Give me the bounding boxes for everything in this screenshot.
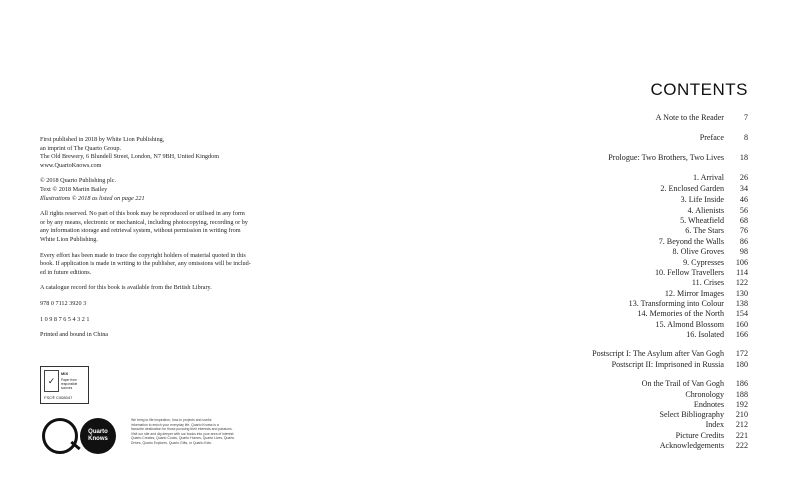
copyright-line: Illustrations © 2018 as listed on page 221 [40, 194, 145, 202]
toc-entry-title: Picture Credits [675, 431, 724, 440]
toc-entry [612, 360, 748, 369]
toc-entry-page: 130 [735, 289, 748, 298]
toc-entry-page: 172 [735, 349, 748, 358]
toc-entry-page: 114 [736, 268, 748, 277]
publisher-line: The Old Brewery, 6 Blundell Street, London, N7 9BH, United Kingdom [40, 153, 220, 161]
toc-entry [629, 299, 748, 308]
copyright-line: Text © 2018 Martin Bailey [40, 185, 108, 193]
toc-entry [659, 237, 748, 246]
toc-entry-title: Postscript I: The Asylum after Van Gogh [592, 349, 724, 358]
toc-entry-page: 122 [735, 278, 748, 287]
publisher-website: www.QuartoKnows.com [40, 161, 102, 169]
toc-entry-title: 10. Fellow Travellers [654, 268, 724, 277]
toc-entry-title: 5. Wheatfield [680, 216, 724, 225]
toc-entry-page: 18 [739, 153, 748, 162]
toc-entry [659, 410, 748, 419]
toc-entry-title: Select Bibliography [659, 410, 724, 419]
publisher-info [40, 136, 280, 170]
fsc-logo [40, 366, 89, 404]
fsc-code: FSC® C008047 [44, 395, 73, 400]
toc-entry-page: 56 [739, 206, 748, 215]
toc-entry-page: 180 [735, 360, 748, 369]
toc-entry [693, 173, 748, 182]
logo-word-knows: Knows [88, 436, 108, 442]
toc-entry [608, 153, 748, 162]
rights-line: White Lion Publishing. [40, 235, 98, 243]
rights-line: any information storage and retrieval system, without permission in writing from [40, 227, 241, 235]
toc-entry-page: 8 [743, 133, 748, 142]
toc-entry-title: Acknowledgements [659, 441, 724, 450]
toc-entry-title: Chronology [685, 390, 724, 399]
blurb-line: Quarto Creates, Quarto Cooks, Quarto Homes, Quarto Lives, Quarto [131, 436, 235, 441]
toc-entry [700, 133, 748, 142]
copyright-info [40, 177, 280, 203]
toc-entry-title: A Note to the Reader [655, 113, 724, 122]
toc-entry [692, 278, 748, 287]
toc-entry-page: 192 [735, 400, 748, 409]
toc-entry-title: 8. Olive Groves [672, 247, 724, 256]
toc-entry-page: 188 [735, 390, 748, 399]
blurb-line: favourite destination for those pursuing their interests and passions. [131, 427, 233, 432]
toc-entry [592, 349, 748, 358]
toc-entry-page: 138 [735, 299, 748, 308]
effort-line: Every effort has been made to trace the copyright holders of material quoted in this [40, 251, 246, 259]
catalogue-note: A catalogue record for this book is available from the British Library. [40, 284, 212, 292]
effort-line: book. If application is made in writing to the publisher, any omissions will be includ- [40, 260, 251, 268]
toc-entry [706, 420, 748, 429]
toc-entry-title: 15. Almond Blossom [655, 320, 724, 329]
rights-notice [40, 210, 280, 244]
toc-entry-page: 7 [743, 113, 748, 122]
blurb-line: information to enrich your everyday life. Quarto Knows is a [131, 422, 219, 427]
publisher-line: an imprint of The Quarto Group. [40, 144, 121, 152]
toc-entry-title: 6. The Stars [685, 226, 724, 235]
contents-heading: CONTENTS [650, 80, 748, 99]
toc-entry-title: On the Trail of Van Gogh [641, 379, 724, 388]
toc-entry-title: 11. Crises [691, 278, 724, 287]
printed-in: Printed and bound in China [40, 331, 109, 339]
logo-word-quarto: Quarto [88, 429, 108, 435]
toc-entry [660, 441, 748, 450]
toc-entry-page: 34 [739, 184, 748, 193]
toc-entry-page: 210 [735, 410, 748, 419]
toc-entry-page: 98 [739, 247, 748, 256]
toc-entry-page: 106 [735, 258, 748, 267]
toc-entry [660, 184, 748, 193]
toc-entry-title: Index [705, 420, 724, 429]
toc-entry [642, 379, 748, 388]
toc-entry-title: 9. Cypresses [683, 258, 724, 267]
toc-entry [655, 268, 748, 277]
toc-entry-page: 186 [735, 379, 748, 388]
quarto-knows-logo [80, 418, 116, 454]
blurb-line: We bring to life inspiration, how-to projects and useful [131, 418, 212, 422]
toc-entry-title: 16. Isolated [686, 330, 724, 339]
toc-entry-page: 154 [735, 309, 748, 318]
toc-entry [665, 289, 748, 298]
toc-entry-title: 4. Alienists [687, 206, 724, 215]
isbn: 978 0 7112 3920 3 [40, 299, 87, 307]
toc-entry [685, 390, 748, 399]
toc-entry [683, 258, 748, 267]
fsc-description: Paper from responsible sources [61, 378, 78, 390]
toc-entry-title: 14. Memories of the North [637, 309, 724, 318]
toc-entry-page: 26 [739, 173, 748, 182]
toc-entry-title: 3. Life Inside [680, 195, 724, 204]
toc-entry [655, 320, 748, 329]
quarto-q-logo [42, 418, 78, 454]
toc-entry [681, 195, 748, 204]
printing-line: 1 0 9 8 7 6 5 4 3 2 1 [40, 315, 90, 323]
toc-entry [685, 226, 748, 235]
toc-entry-title: Preface [699, 133, 724, 142]
fsc-mix-label: MIX [61, 371, 69, 376]
imprint-block [40, 136, 280, 347]
copyright-line: © 2018 Quarto Publishing plc. [40, 177, 117, 185]
toc-entry-page: 166 [735, 330, 748, 339]
toc-entry-page: 86 [739, 237, 748, 246]
toc-entry-page: 221 [735, 431, 748, 440]
toc-entry-title: 7. Beyond the Walls [658, 237, 724, 246]
rights-line: or by any means, electronic or mechanical, including photocopying, recording or by [40, 218, 248, 226]
toc-entry-title: 12. Mirror Images [664, 289, 724, 298]
toc-entry [676, 431, 748, 440]
toc-entry [688, 206, 748, 215]
toc-entry-page: 160 [735, 320, 748, 329]
effort-line: ed in future editions. [40, 268, 92, 276]
toc-entry-title: Endnotes [693, 400, 724, 409]
toc-entry-title: 13. Transforming into Colour [628, 299, 724, 308]
publisher-line: First published in 2018 by White Lion Publishing, [40, 136, 165, 143]
toc-entry-page: 68 [739, 216, 748, 225]
toc-entry-page: 46 [739, 195, 748, 204]
toc-entry [637, 309, 748, 318]
toc-entry-title: 2. Enclosed Garden [660, 184, 724, 193]
toc-entry-page: 76 [739, 226, 748, 235]
toc-entry [656, 113, 748, 122]
toc-entry-title: 1. Arrival [692, 173, 724, 182]
toc-entry [680, 216, 748, 225]
toc-entry-page: 222 [735, 441, 748, 450]
toc-entry [673, 247, 748, 256]
fsc-tree-icon: ✓ [44, 370, 59, 392]
blurb-line: Visit our site and dig deeper with our books into your area of interest: [131, 431, 235, 436]
copyright-effort-notice [40, 252, 280, 278]
blurb-line: Drives, Quarto Explores, Quarto Gifts, or Quarto Kids. [131, 440, 212, 445]
quarto-blurb [131, 418, 279, 446]
rights-line: All rights reserved. No part of this book may be reproduced or utilised in any form [40, 210, 245, 218]
toc-entry [686, 330, 748, 339]
toc-entry-title: Prologue: Two Brothers, Two Lives [608, 153, 724, 162]
toc-entry-title: Postscript II: Imprisoned in Russia [611, 360, 724, 369]
toc-entry-page: 212 [735, 420, 748, 429]
toc-entry [694, 400, 748, 409]
